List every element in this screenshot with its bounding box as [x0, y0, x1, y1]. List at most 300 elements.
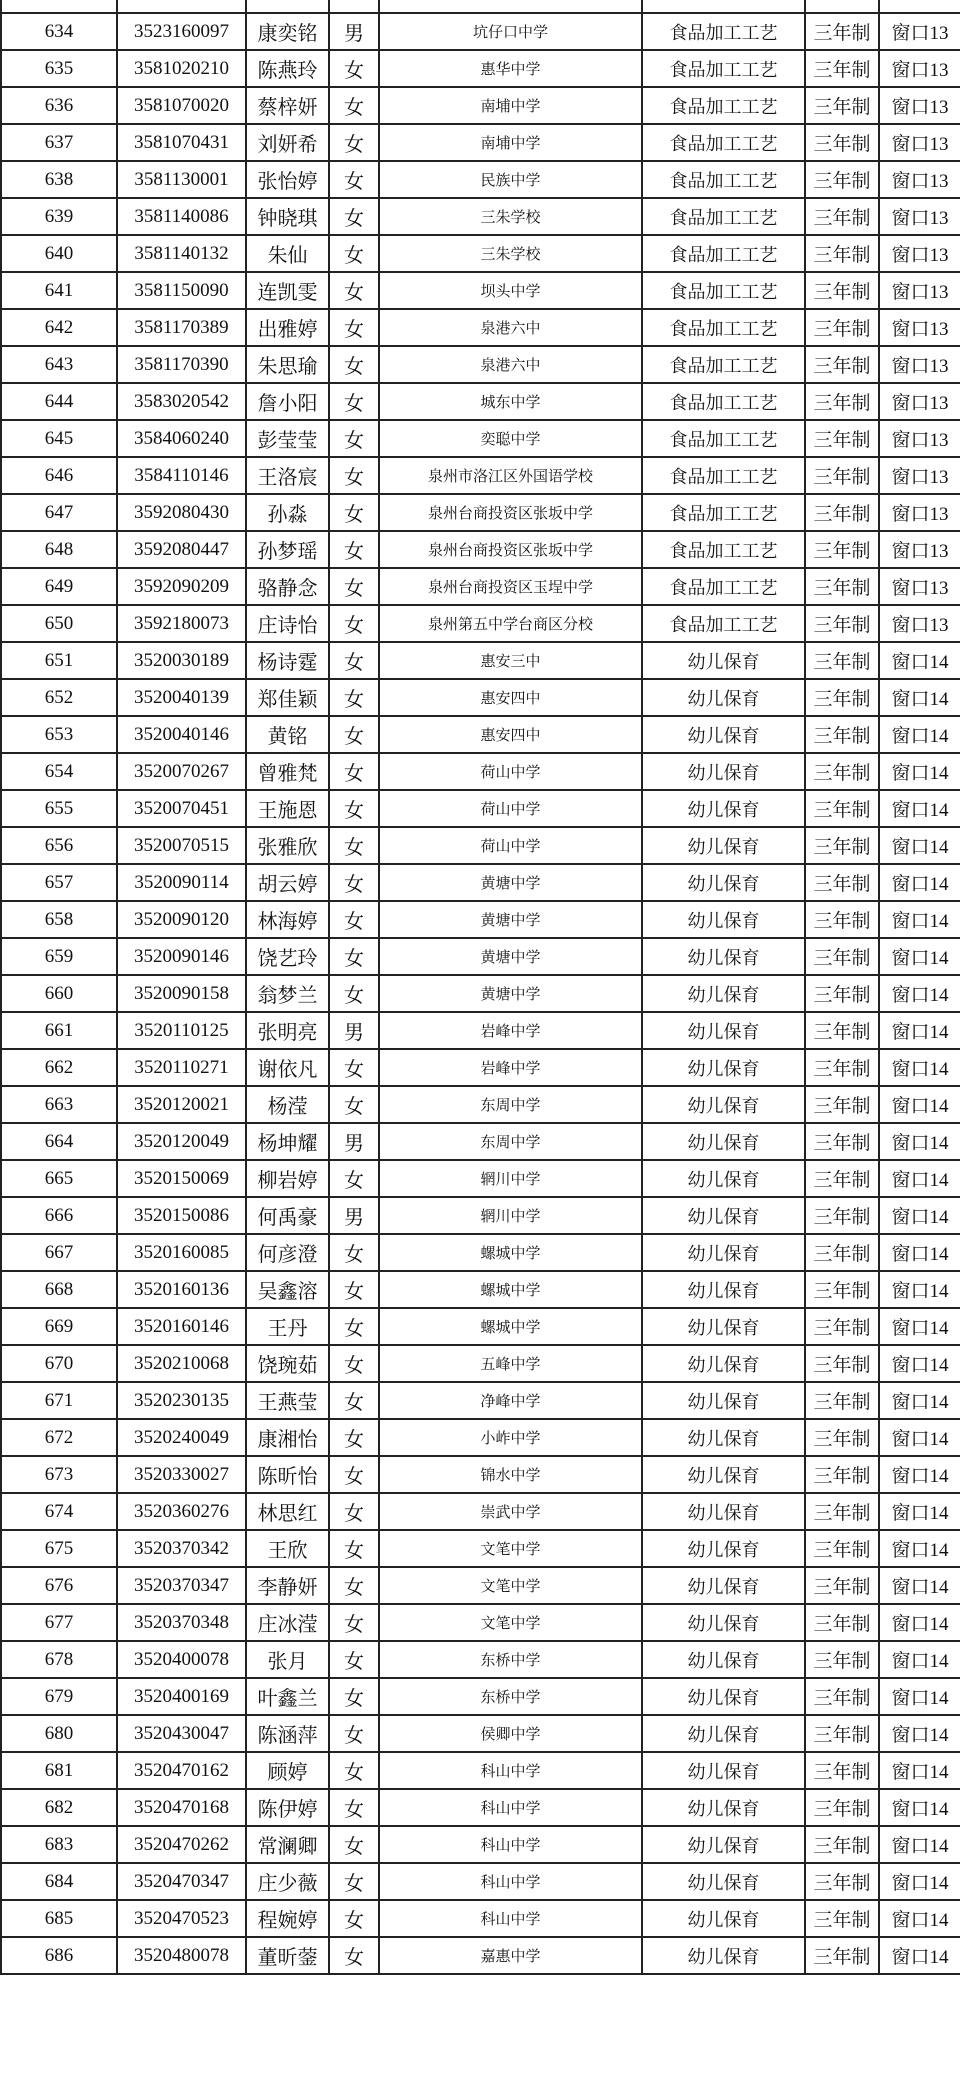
window-cell: 窗口14 [879, 1715, 960, 1752]
school-cell: 泉州台商投资区张坂中学 [379, 531, 642, 568]
school-cell: 科山中学 [379, 1863, 642, 1900]
table-row [1, 1271, 960, 1308]
window-cell: 窗口13 [879, 457, 960, 494]
gender-cell: 女 [329, 1937, 379, 1974]
student-name-cell: 杨诗霆 [246, 642, 329, 679]
window-cell: 窗口14 [879, 1493, 960, 1530]
window-cell: 窗口13 [879, 235, 960, 272]
major-cell: 食品加工工艺 [642, 235, 805, 272]
student-id-cell: 3583020542 [117, 383, 246, 420]
duration-cell: 三年制 [805, 790, 879, 827]
school-cell: 三朱学校 [379, 235, 642, 272]
row-number-cell: 686 [1, 1937, 117, 1974]
window-cell: 窗口14 [879, 975, 960, 1012]
table-row [1, 1456, 960, 1493]
row-number-cell: 664 [1, 1123, 117, 1160]
window-cell: 窗口14 [879, 1049, 960, 1086]
gender-cell: 女 [329, 383, 379, 420]
school-cell: 科山中学 [379, 1900, 642, 1937]
duration-cell: 三年制 [805, 420, 879, 457]
gender-cell: 男 [329, 13, 379, 50]
table-row [1, 1752, 960, 1789]
student-id-cell: 3581170389 [117, 309, 246, 346]
gender-cell: 男 [329, 1197, 379, 1234]
row-number-cell: 655 [1, 790, 117, 827]
gender-cell: 女 [329, 309, 379, 346]
school-cell: 净峰中学 [379, 1382, 642, 1419]
row-number-cell: 670 [1, 1345, 117, 1382]
window-cell: 窗口13 [879, 346, 960, 383]
window-cell: 窗口14 [879, 1604, 960, 1641]
row-number-cell: 668 [1, 1271, 117, 1308]
cell-partial [379, 0, 642, 13]
window-cell: 窗口13 [879, 309, 960, 346]
student-name-cell: 张月 [246, 1641, 329, 1678]
student-name-cell: 黄铭 [246, 716, 329, 753]
major-cell: 食品加工工艺 [642, 272, 805, 309]
school-cell: 东桥中学 [379, 1678, 642, 1715]
school-cell: 泉港六中 [379, 346, 642, 383]
gender-cell: 女 [329, 124, 379, 161]
window-cell: 窗口14 [879, 1789, 960, 1826]
window-cell: 窗口14 [879, 679, 960, 716]
table-row-partial [1, 0, 960, 13]
school-cell: 文笔中学 [379, 1604, 642, 1641]
student-name-cell: 朱思瑜 [246, 346, 329, 383]
row-number-cell: 681 [1, 1752, 117, 1789]
row-number-cell: 680 [1, 1715, 117, 1752]
student-id-cell: 3520090114 [117, 864, 246, 901]
gender-cell: 女 [329, 790, 379, 827]
school-cell: 黄塘中学 [379, 938, 642, 975]
student-name-cell: 李静妍 [246, 1567, 329, 1604]
student-id-cell: 3581070431 [117, 124, 246, 161]
student-id-cell: 3584110146 [117, 457, 246, 494]
student-id-cell: 3592080447 [117, 531, 246, 568]
student-id-cell: 3581070020 [117, 87, 246, 124]
student-id-cell: 3520070451 [117, 790, 246, 827]
window-cell: 窗口14 [879, 1530, 960, 1567]
school-cell: 民族中学 [379, 161, 642, 198]
school-cell: 三朱学校 [379, 198, 642, 235]
school-cell: 辋川中学 [379, 1160, 642, 1197]
student-name-cell: 常澜卿 [246, 1826, 329, 1863]
student-name-cell: 郑佳颖 [246, 679, 329, 716]
window-cell: 窗口14 [879, 1382, 960, 1419]
table-row [1, 1345, 960, 1382]
table-row [1, 494, 960, 531]
gender-cell: 男 [329, 1012, 379, 1049]
window-cell: 窗口14 [879, 938, 960, 975]
student-name-cell: 康湘怡 [246, 1419, 329, 1456]
student-id-cell: 3520430047 [117, 1715, 246, 1752]
table-row [1, 1863, 960, 1900]
row-number-cell: 669 [1, 1308, 117, 1345]
student-name-cell: 骆静念 [246, 568, 329, 605]
school-cell: 东周中学 [379, 1123, 642, 1160]
window-cell: 窗口14 [879, 1678, 960, 1715]
student-id-cell: 3520240049 [117, 1419, 246, 1456]
school-cell: 泉州台商投资区张坂中学 [379, 494, 642, 531]
duration-cell: 三年制 [805, 605, 879, 642]
major-cell: 幼儿保育 [642, 1197, 805, 1234]
student-name-cell: 何禹豪 [246, 1197, 329, 1234]
student-name-cell: 何彦澄 [246, 1234, 329, 1271]
gender-cell: 女 [329, 827, 379, 864]
table-row [1, 568, 960, 605]
window-cell: 窗口14 [879, 1345, 960, 1382]
student-name-cell: 彭莹莹 [246, 420, 329, 457]
duration-cell: 三年制 [805, 346, 879, 383]
student-name-cell: 王洛宸 [246, 457, 329, 494]
gender-cell: 女 [329, 272, 379, 309]
major-cell: 食品加工工艺 [642, 124, 805, 161]
duration-cell: 三年制 [805, 716, 879, 753]
duration-cell: 三年制 [805, 87, 879, 124]
student-id-cell: 3520110271 [117, 1049, 246, 1086]
student-id-cell: 3520330027 [117, 1456, 246, 1493]
gender-cell: 女 [329, 87, 379, 124]
table-row [1, 272, 960, 309]
major-cell: 幼儿保育 [642, 1826, 805, 1863]
student-id-cell: 3520370348 [117, 1604, 246, 1641]
row-number-cell: 640 [1, 235, 117, 272]
school-cell: 泉港六中 [379, 309, 642, 346]
gender-cell: 女 [329, 198, 379, 235]
table-row [1, 457, 960, 494]
table-row [1, 679, 960, 716]
window-cell: 窗口13 [879, 494, 960, 531]
duration-cell: 三年制 [805, 1604, 879, 1641]
gender-cell: 女 [329, 494, 379, 531]
student-name-cell: 林海婷 [246, 901, 329, 938]
major-cell: 幼儿保育 [642, 1160, 805, 1197]
duration-cell: 三年制 [805, 1012, 879, 1049]
window-cell: 窗口14 [879, 1234, 960, 1271]
school-cell: 螺城中学 [379, 1271, 642, 1308]
gender-cell: 女 [329, 642, 379, 679]
table-row [1, 1900, 960, 1937]
student-name-cell: 胡云婷 [246, 864, 329, 901]
gender-cell: 女 [329, 716, 379, 753]
table-row [1, 1308, 960, 1345]
school-cell: 泉州第五中学台商区分校 [379, 605, 642, 642]
student-name-cell: 王施恩 [246, 790, 329, 827]
major-cell: 幼儿保育 [642, 1049, 805, 1086]
duration-cell: 三年制 [805, 1308, 879, 1345]
school-cell: 崇武中学 [379, 1493, 642, 1530]
row-number-cell: 676 [1, 1567, 117, 1604]
school-cell: 泉州市洛江区外国语学校 [379, 457, 642, 494]
gender-cell: 女 [329, 1567, 379, 1604]
duration-cell: 三年制 [805, 13, 879, 50]
table-row [1, 1123, 960, 1160]
major-cell: 幼儿保育 [642, 1715, 805, 1752]
row-number-cell: 647 [1, 494, 117, 531]
table-row [1, 420, 960, 457]
student-id-cell: 3592180073 [117, 605, 246, 642]
school-cell: 黄塘中学 [379, 975, 642, 1012]
window-cell: 窗口13 [879, 87, 960, 124]
window-cell: 窗口13 [879, 198, 960, 235]
student-id-cell: 3520210068 [117, 1345, 246, 1382]
duration-cell: 三年制 [805, 1900, 879, 1937]
student-name-cell: 顾婷 [246, 1752, 329, 1789]
student-id-cell: 3520400169 [117, 1678, 246, 1715]
duration-cell: 三年制 [805, 1678, 879, 1715]
gender-cell: 女 [329, 975, 379, 1012]
school-cell: 五峰中学 [379, 1345, 642, 1382]
window-cell: 窗口13 [879, 161, 960, 198]
row-number-cell: 649 [1, 568, 117, 605]
student-id-cell: 3520120021 [117, 1086, 246, 1123]
duration-cell: 三年制 [805, 901, 879, 938]
student-id-cell: 3520150086 [117, 1197, 246, 1234]
duration-cell: 三年制 [805, 1271, 879, 1308]
duration-cell: 三年制 [805, 1789, 879, 1826]
duration-cell: 三年制 [805, 827, 879, 864]
table-row [1, 753, 960, 790]
student-id-cell: 3520090158 [117, 975, 246, 1012]
row-number-cell: 667 [1, 1234, 117, 1271]
row-number-cell: 635 [1, 50, 117, 87]
major-cell: 幼儿保育 [642, 716, 805, 753]
student-id-cell: 3520090146 [117, 938, 246, 975]
row-number-cell: 678 [1, 1641, 117, 1678]
gender-cell: 女 [329, 938, 379, 975]
student-name-cell: 杨滢 [246, 1086, 329, 1123]
major-cell: 幼儿保育 [642, 1456, 805, 1493]
window-cell: 窗口14 [879, 1456, 960, 1493]
window-cell: 窗口13 [879, 531, 960, 568]
major-cell: 食品加工工艺 [642, 87, 805, 124]
row-number-cell: 672 [1, 1419, 117, 1456]
school-cell: 惠安三中 [379, 642, 642, 679]
row-number-cell: 651 [1, 642, 117, 679]
row-number-cell: 662 [1, 1049, 117, 1086]
major-cell: 幼儿保育 [642, 1641, 805, 1678]
window-cell: 窗口14 [879, 1900, 960, 1937]
school-cell: 文笔中学 [379, 1530, 642, 1567]
student-name-cell: 曾雅梵 [246, 753, 329, 790]
major-cell: 幼儿保育 [642, 1530, 805, 1567]
school-cell: 黄塘中学 [379, 901, 642, 938]
row-number-cell: 653 [1, 716, 117, 753]
major-cell: 幼儿保育 [642, 1419, 805, 1456]
student-name-cell: 饶琬茹 [246, 1345, 329, 1382]
school-cell: 南埔中学 [379, 124, 642, 161]
row-number-cell: 674 [1, 1493, 117, 1530]
student-id-cell: 3520040139 [117, 679, 246, 716]
table-row [1, 1419, 960, 1456]
student-id-cell: 3581130001 [117, 161, 246, 198]
student-name-cell: 谢依凡 [246, 1049, 329, 1086]
table-row [1, 1641, 960, 1678]
school-cell: 螺城中学 [379, 1234, 642, 1271]
major-cell: 幼儿保育 [642, 1086, 805, 1123]
row-number-cell: 657 [1, 864, 117, 901]
gender-cell: 女 [329, 1234, 379, 1271]
major-cell: 幼儿保育 [642, 1123, 805, 1160]
row-number-cell: 644 [1, 383, 117, 420]
gender-cell: 女 [329, 1419, 379, 1456]
major-cell: 食品加工工艺 [642, 494, 805, 531]
row-number-cell: 637 [1, 124, 117, 161]
gender-cell: 女 [329, 531, 379, 568]
duration-cell: 三年制 [805, 568, 879, 605]
major-cell: 食品加工工艺 [642, 457, 805, 494]
duration-cell: 三年制 [805, 272, 879, 309]
window-cell: 窗口14 [879, 1567, 960, 1604]
student-id-cell: 3581140086 [117, 198, 246, 235]
major-cell: 幼儿保育 [642, 1345, 805, 1382]
window-cell: 窗口14 [879, 1937, 960, 1974]
student-id-cell: 3520120049 [117, 1123, 246, 1160]
major-cell: 幼儿保育 [642, 1012, 805, 1049]
student-id-cell: 3520110125 [117, 1012, 246, 1049]
gender-cell: 女 [329, 864, 379, 901]
student-name-cell: 王燕莹 [246, 1382, 329, 1419]
gender-cell: 女 [329, 161, 379, 198]
table-row [1, 198, 960, 235]
table-row [1, 1604, 960, 1641]
duration-cell: 三年制 [805, 753, 879, 790]
duration-cell: 三年制 [805, 864, 879, 901]
duration-cell: 三年制 [805, 457, 879, 494]
student-name-cell: 庄少薇 [246, 1863, 329, 1900]
school-cell: 嘉惠中学 [379, 1937, 642, 1974]
row-number-cell: 656 [1, 827, 117, 864]
school-cell: 锦水中学 [379, 1456, 642, 1493]
major-cell: 食品加工工艺 [642, 161, 805, 198]
window-cell: 窗口14 [879, 1641, 960, 1678]
cell-partial [879, 0, 960, 13]
window-cell: 窗口13 [879, 272, 960, 309]
table-row [1, 938, 960, 975]
gender-cell: 女 [329, 1160, 379, 1197]
row-number-cell: 684 [1, 1863, 117, 1900]
major-cell: 食品加工工艺 [642, 531, 805, 568]
duration-cell: 三年制 [805, 938, 879, 975]
student-id-cell: 3520150069 [117, 1160, 246, 1197]
duration-cell: 三年制 [805, 1049, 879, 1086]
gender-cell: 女 [329, 1789, 379, 1826]
duration-cell: 三年制 [805, 1197, 879, 1234]
student-id-cell: 3520470162 [117, 1752, 246, 1789]
student-name-cell: 董昕蓥 [246, 1937, 329, 1974]
gender-cell: 女 [329, 1308, 379, 1345]
window-cell: 窗口13 [879, 420, 960, 457]
table-row [1, 235, 960, 272]
student-id-cell: 3581150090 [117, 272, 246, 309]
student-name-cell: 柳岩婷 [246, 1160, 329, 1197]
school-cell: 岩峰中学 [379, 1049, 642, 1086]
gender-cell: 女 [329, 568, 379, 605]
window-cell: 窗口14 [879, 1419, 960, 1456]
window-cell: 窗口14 [879, 1826, 960, 1863]
major-cell: 幼儿保育 [642, 1789, 805, 1826]
student-name-cell: 刘妍希 [246, 124, 329, 161]
row-number-cell: 682 [1, 1789, 117, 1826]
major-cell: 食品加工工艺 [642, 309, 805, 346]
gender-cell: 女 [329, 420, 379, 457]
student-id-cell: 3520160136 [117, 1271, 246, 1308]
duration-cell: 三年制 [805, 1419, 879, 1456]
school-cell: 奕聪中学 [379, 420, 642, 457]
row-number-cell: 648 [1, 531, 117, 568]
student-name-cell: 程婉婷 [246, 1900, 329, 1937]
major-cell: 食品加工工艺 [642, 420, 805, 457]
major-cell: 幼儿保育 [642, 864, 805, 901]
school-cell: 惠安四中 [379, 679, 642, 716]
school-cell: 荷山中学 [379, 790, 642, 827]
table-row [1, 1937, 960, 1974]
student-name-cell: 陈燕玲 [246, 50, 329, 87]
table-row [1, 1234, 960, 1271]
table-row [1, 1197, 960, 1234]
student-name-cell: 朱仙 [246, 235, 329, 272]
gender-cell: 女 [329, 1345, 379, 1382]
major-cell: 幼儿保育 [642, 1493, 805, 1530]
row-number-cell: 646 [1, 457, 117, 494]
window-cell: 窗口14 [879, 642, 960, 679]
table-row [1, 1826, 960, 1863]
major-cell: 幼儿保育 [642, 1271, 805, 1308]
table-row [1, 975, 960, 1012]
major-cell: 幼儿保育 [642, 1234, 805, 1271]
student-name-cell: 蔡梓妍 [246, 87, 329, 124]
student-id-cell: 3520470168 [117, 1789, 246, 1826]
major-cell: 幼儿保育 [642, 1900, 805, 1937]
cell-partial [642, 0, 805, 13]
student-name-cell: 连凯雯 [246, 272, 329, 309]
student-id-cell: 3520370342 [117, 1530, 246, 1567]
major-cell: 幼儿保育 [642, 1863, 805, 1900]
major-cell: 幼儿保育 [642, 753, 805, 790]
school-cell: 科山中学 [379, 1826, 642, 1863]
window-cell: 窗口13 [879, 13, 960, 50]
school-cell: 侯卿中学 [379, 1715, 642, 1752]
student-name-cell: 陈伊婷 [246, 1789, 329, 1826]
school-cell: 黄塘中学 [379, 864, 642, 901]
gender-cell: 女 [329, 679, 379, 716]
table-row [1, 309, 960, 346]
gender-cell: 女 [329, 1382, 379, 1419]
window-cell: 窗口14 [879, 1123, 960, 1160]
table-row [1, 1493, 960, 1530]
student-name-cell: 康奕铭 [246, 13, 329, 50]
duration-cell: 三年制 [805, 1530, 879, 1567]
row-number-cell: 673 [1, 1456, 117, 1493]
school-cell: 荷山中学 [379, 827, 642, 864]
duration-cell: 三年制 [805, 1345, 879, 1382]
cell-partial [329, 0, 379, 13]
student-name-cell: 叶鑫兰 [246, 1678, 329, 1715]
student-id-cell: 3581170390 [117, 346, 246, 383]
table-body [1, 0, 960, 1974]
duration-cell: 三年制 [805, 1382, 879, 1419]
major-cell: 幼儿保育 [642, 1567, 805, 1604]
row-number-cell: 650 [1, 605, 117, 642]
major-cell: 幼儿保育 [642, 1382, 805, 1419]
duration-cell: 三年制 [805, 1086, 879, 1123]
school-cell: 南埔中学 [379, 87, 642, 124]
row-number-cell: 661 [1, 1012, 117, 1049]
row-number-cell: 679 [1, 1678, 117, 1715]
window-cell: 窗口13 [879, 50, 960, 87]
student-name-cell: 张明亮 [246, 1012, 329, 1049]
window-cell: 窗口14 [879, 1012, 960, 1049]
